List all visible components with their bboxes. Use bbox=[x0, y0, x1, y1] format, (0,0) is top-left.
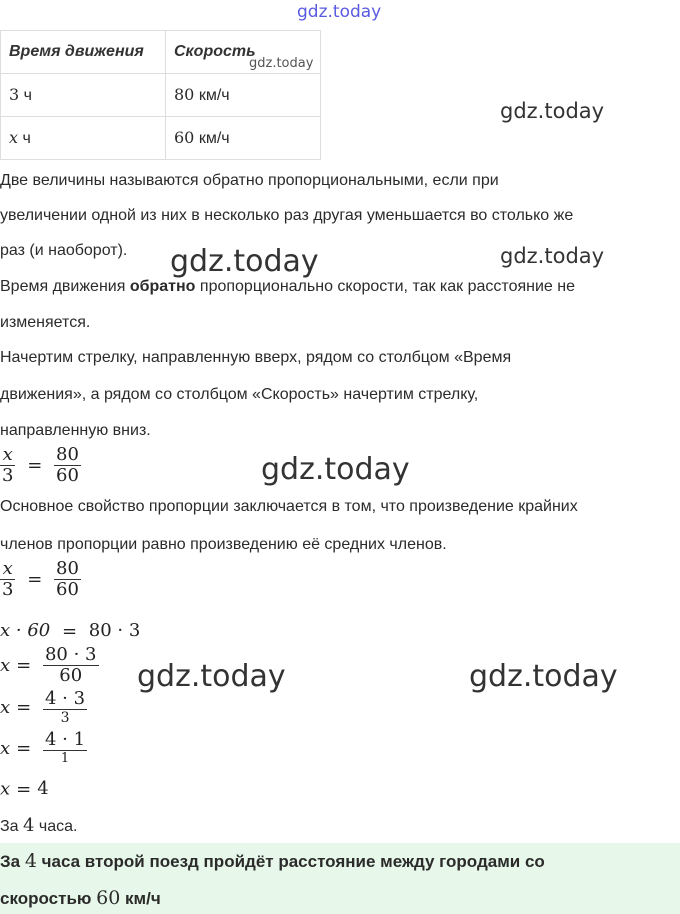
speed-cell: 60 км/ч bbox=[166, 117, 321, 160]
table-header-row bbox=[1, 31, 321, 74]
definition-line: Две величины называются обратно пропорциональными, если при bbox=[0, 172, 499, 189]
solution-step: x = $\frac{4 \cdot 1}{1}$ bbox=[0, 729, 86, 766]
watermark-medium: gdz.today bbox=[500, 99, 605, 123]
watermark-top: gdz.today bbox=[297, 2, 382, 22]
watermark-medium: gdz.today bbox=[500, 244, 605, 268]
watermark-large: gdz.today bbox=[261, 452, 410, 487]
watermark-large: gdz.today bbox=[469, 659, 618, 694]
table-row bbox=[1, 117, 321, 160]
solution-result: x = 4 bbox=[0, 778, 49, 800]
speed-time-table bbox=[0, 30, 321, 160]
watermark-large: gdz.today bbox=[170, 244, 319, 279]
answer-line: За 4 часа. bbox=[0, 815, 78, 836]
arrows-line: движения», а рядом со столбцом «Скорость» начертим стрелку, bbox=[0, 386, 479, 403]
solution-step: x = $\frac{4 \cdot 3}{3}$ bbox=[0, 688, 86, 726]
proportion-equation: $\frac{x}{3}$ = $\frac{80}{60}$ bbox=[2, 558, 79, 600]
arrows-line: направленную вниз. bbox=[0, 422, 151, 439]
watermark-large: gdz.today bbox=[137, 659, 286, 694]
property-line: членов пропорции равно произведению её средних членов. bbox=[0, 536, 447, 553]
solution-step: x = $\frac{80 \cdot 3}{60}$ bbox=[0, 644, 97, 686]
proportionality-line: Время движения обратно пропорционально скорости, так как расстояние не bbox=[0, 278, 575, 295]
cross-multiplication: x · 60 = 80 · 3 bbox=[0, 620, 141, 642]
time-cell: x ч bbox=[1, 117, 166, 160]
final-answer-box bbox=[0, 843, 680, 914]
header-speed: Скорость bbox=[166, 31, 321, 74]
table-row bbox=[1, 74, 321, 117]
proportion-equation: $\frac{x}{3}$ = $\frac{80}{60}$ bbox=[2, 444, 79, 486]
watermark-small: gdz.today bbox=[249, 56, 314, 71]
proportionality-line: изменяется. bbox=[0, 314, 91, 331]
definition-line: раз (и наоборот). bbox=[0, 242, 128, 259]
time-cell: 3 ч bbox=[1, 74, 166, 117]
definition-line: увеличении одной из них в несколько раз другая уменьшается во столько же bbox=[0, 207, 574, 224]
speed-cell: 80 км/ч bbox=[166, 74, 321, 117]
arrows-line: Начертим стрелку, направленную вверх, рядом со столбцом «Время bbox=[0, 349, 512, 366]
property-line: Основное свойство пропорции заключается в том, что произведение крайних bbox=[0, 498, 578, 515]
final-answer-line: За 4 часа второй поезд пройдёт расстояние между городами со bbox=[0, 850, 545, 872]
header-time: Время движения bbox=[1, 31, 166, 74]
final-answer-line: скоростью 60 км/ч bbox=[0, 887, 161, 909]
